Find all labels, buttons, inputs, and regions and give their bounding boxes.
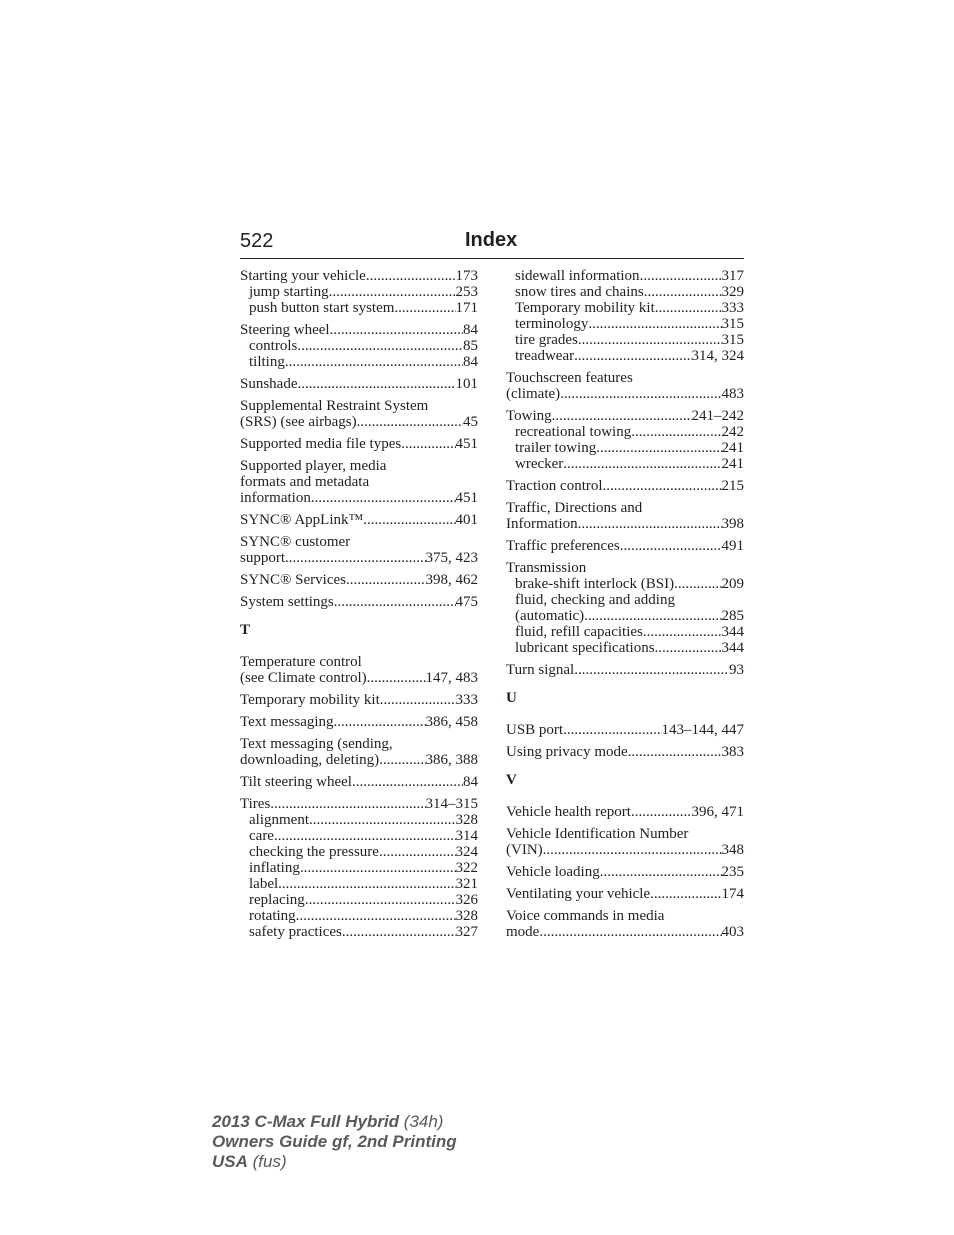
dot-leader: [620, 538, 722, 554]
entry-page-ref: 333: [721, 300, 744, 316]
index-entry-line: [240, 752, 478, 768]
index-subentry: [506, 348, 744, 364]
index-entry: [240, 268, 478, 316]
index-entry-line: [240, 670, 478, 686]
entry-page-ref: 383: [721, 744, 744, 760]
index-entry: [240, 796, 478, 940]
entry-term: Traction control: [506, 478, 603, 494]
entry-page-ref: 348: [721, 842, 744, 858]
entry-term: USB port: [506, 722, 564, 738]
dot-leader: [394, 300, 455, 316]
index-entry-line: [240, 736, 478, 752]
index-subentry: [240, 338, 478, 354]
entry-page-ref: 314–315: [425, 796, 478, 812]
entry-term: brake-shift interlock (BSI): [515, 576, 675, 592]
index-entry-line: [506, 744, 744, 760]
dot-leader: [367, 670, 426, 686]
index-entry-line: [506, 408, 744, 424]
entry-page-ref: 314, 324: [691, 348, 744, 364]
page-number: 522: [240, 230, 274, 252]
index-entry-line: [240, 512, 478, 528]
entry-term: recreational towing: [515, 424, 632, 440]
entry-term: Vehicle loading: [506, 864, 600, 880]
index-entry-line: [240, 398, 478, 414]
entry-page-ref: 344: [721, 640, 744, 656]
index-subentry: [506, 424, 744, 440]
index-entry-line: [506, 826, 744, 842]
entry-term: tire grades: [515, 332, 578, 348]
dot-leader: [379, 752, 425, 768]
index-entry: [506, 370, 744, 402]
entry-term: Temperature control: [240, 654, 362, 670]
entry-page-ref: 398, 462: [425, 572, 478, 588]
index-entry: [240, 692, 478, 708]
index-entry: [240, 654, 478, 686]
dot-leader: [285, 550, 426, 566]
entry-term: (automatic): [515, 608, 585, 624]
index-entry-line: [240, 474, 478, 490]
entry-term: care: [249, 828, 274, 844]
entry-page-ref: 285: [721, 608, 744, 624]
dot-leader: [309, 812, 456, 828]
entry-page-ref: 45: [463, 414, 478, 430]
entry-term: Touchscreen features: [506, 370, 633, 386]
dot-leader: [574, 662, 729, 678]
index-entry-line: [506, 722, 744, 738]
entry-term: (see Climate control): [240, 670, 367, 686]
index-letter-heading: T: [240, 622, 251, 638]
dot-leader: [574, 348, 691, 364]
index-entry-line: [240, 550, 478, 566]
index-subentry: [240, 860, 478, 876]
index-entry: [240, 774, 478, 790]
dot-leader: [300, 860, 456, 876]
index-entry-line: [240, 534, 478, 550]
index-entry: [240, 322, 478, 370]
entry-term: Text messaging: [240, 714, 334, 730]
footer-model-code: (34h): [399, 1112, 444, 1131]
entry-page-ref: 328: [455, 908, 478, 924]
index-entry: [506, 662, 744, 678]
index-subentry: [240, 284, 478, 300]
entry-page-ref: 241: [721, 440, 744, 456]
entry-page-ref: 324: [455, 844, 478, 860]
entry-page-ref: 85: [463, 338, 478, 354]
entry-page-ref: 451: [455, 436, 478, 452]
index-subentry: [506, 284, 744, 300]
entry-term: Transmission: [506, 560, 587, 576]
dot-leader: [296, 908, 456, 924]
index-entry: [240, 458, 478, 506]
dot-leader: [631, 804, 692, 820]
dot-leader: [334, 714, 426, 730]
index-entry: [240, 736, 478, 768]
index-subentry: [240, 300, 478, 316]
index-column-left: [240, 268, 478, 946]
index-subentry: [506, 576, 744, 592]
index-entry-line: [506, 538, 744, 554]
index-entry: [240, 398, 478, 430]
dot-leader: [640, 268, 722, 284]
entry-page-ref: 321: [455, 876, 478, 892]
index-subentry: [506, 608, 744, 624]
entry-page-ref: 315: [721, 316, 744, 332]
footer-model: 2013 C-Max Full Hybrid: [212, 1112, 400, 1131]
entry-term: Tires: [240, 796, 271, 812]
entry-term: (SRS) (see airbags): [240, 414, 357, 430]
entry-term: tilting: [249, 354, 285, 370]
index-entry-line: [506, 886, 744, 902]
entry-term: Information: [506, 516, 578, 532]
dot-leader: [578, 332, 722, 348]
entry-term: rotating: [249, 908, 296, 924]
entry-page-ref: 235: [721, 864, 744, 880]
index-subentry: [506, 332, 744, 348]
index-subentry: [506, 640, 744, 656]
dot-leader: [342, 924, 456, 940]
dot-leader: [539, 924, 721, 940]
index-subentry: [240, 354, 478, 370]
index-entry: [506, 826, 744, 858]
entry-term: formats and metadata: [240, 474, 370, 490]
index-subentry: [240, 828, 478, 844]
entry-term: Voice commands in media: [506, 908, 665, 924]
index-letter-heading: V: [506, 772, 517, 788]
entry-term: Towing: [506, 408, 552, 424]
entry-page-ref: 451: [455, 490, 478, 506]
dot-leader: [596, 440, 721, 456]
dot-leader: [357, 414, 463, 430]
index-entry-line: [506, 560, 744, 576]
page-title: Index: [465, 229, 518, 251]
entry-page-ref: 314: [455, 828, 478, 844]
entry-term: Steering wheel: [240, 322, 330, 338]
entry-term: Vehicle health report: [506, 804, 631, 820]
entry-term: information: [240, 490, 311, 506]
entry-term: Temporary mobility kit: [240, 692, 380, 708]
index-entry-line: [506, 478, 744, 494]
index-entry-line: [240, 414, 478, 430]
entry-term: Vehicle Identification Number: [506, 826, 689, 842]
index-entry-line: [240, 436, 478, 452]
entry-term: SYNC® AppLink™: [240, 512, 364, 528]
entry-term: snow tires and chains: [515, 284, 644, 300]
dot-leader: [380, 692, 456, 708]
entry-term: SYNC® Services: [240, 572, 346, 588]
dot-leader: [578, 516, 722, 532]
entry-page-ref: 322: [455, 860, 478, 876]
index-subentry: [506, 440, 744, 456]
index-entry: [506, 478, 744, 494]
entry-page-ref: 209: [721, 576, 744, 592]
entry-term: replacing: [249, 892, 305, 908]
entry-page-ref: 396, 471: [691, 804, 744, 820]
entry-term: downloading, deleting): [240, 752, 380, 768]
index-entry: [506, 804, 744, 820]
dot-leader: [560, 386, 721, 402]
entry-term: Temporary mobility kit: [515, 300, 655, 316]
index-subentry: [240, 812, 478, 828]
dot-leader: [278, 876, 455, 892]
dot-leader: [329, 284, 456, 300]
footer-line-1: [212, 1112, 457, 1132]
entry-page-ref: 386, 388: [425, 752, 478, 768]
index-subentry: [240, 844, 478, 860]
dot-leader: [552, 408, 692, 424]
entry-page-ref: 253: [455, 284, 478, 300]
index-entry: [506, 538, 744, 554]
entry-term: lubricant specifications: [515, 640, 655, 656]
entry-page-ref: 491: [721, 538, 744, 554]
dot-leader: [366, 268, 456, 284]
footer-region: USA: [212, 1152, 248, 1171]
dot-leader: [655, 640, 722, 656]
index-entry: [240, 512, 478, 528]
entry-term: Ventilating your vehicle: [506, 886, 651, 902]
index-subentry: [506, 624, 744, 640]
index-entry: [506, 500, 744, 532]
dot-leader: [379, 844, 456, 860]
dot-leader: [584, 608, 721, 624]
index-entry: [240, 572, 478, 588]
index-entry-line: [240, 774, 478, 790]
entry-term: treadwear: [515, 348, 575, 364]
dot-leader: [563, 722, 661, 738]
entry-term: Starting your vehicle: [240, 268, 366, 284]
index-subentry: [240, 876, 478, 892]
entry-term: fluid, checking and adding: [515, 592, 675, 608]
entry-term: (VIN): [506, 842, 543, 858]
entry-term: trailer towing: [515, 440, 597, 456]
dot-leader: [285, 354, 463, 370]
index-subentry: [506, 592, 744, 608]
index-entry: [506, 744, 744, 760]
entry-page-ref: 241: [721, 456, 744, 472]
entry-term: System settings: [240, 594, 334, 610]
index-subentry: [506, 300, 744, 316]
entry-page-ref: 173: [455, 268, 478, 284]
dot-leader: [352, 774, 463, 790]
index-subentry: [506, 456, 744, 472]
index-subentry: [506, 316, 744, 332]
index-entry-line: [506, 864, 744, 880]
entry-term: Turn signal: [506, 662, 575, 678]
entry-term: terminology: [515, 316, 589, 332]
entry-page-ref: 327: [455, 924, 478, 940]
entry-term: mode: [506, 924, 540, 940]
footer-region-code: (fus): [247, 1152, 287, 1171]
entry-term: SYNC® customer: [240, 534, 351, 550]
index-entry-line: [506, 500, 744, 516]
index-entry-line: [506, 842, 744, 858]
entry-page-ref: 93: [729, 662, 744, 678]
entry-term: fluid, refill capacities: [515, 624, 643, 640]
index-entry-line: [506, 370, 744, 386]
index-entry: [506, 886, 744, 902]
index-entry: [240, 594, 478, 610]
index-entry: [506, 268, 744, 364]
dot-leader: [655, 300, 722, 316]
entry-page-ref: 101: [455, 376, 478, 392]
entry-term: Traffic preferences: [506, 538, 620, 554]
entry-term: Text messaging (sending,: [240, 736, 393, 752]
index-entry: [240, 714, 478, 730]
index-subentry: [506, 268, 744, 284]
entry-term: Traffic, Directions and: [506, 500, 643, 516]
dot-leader: [603, 478, 722, 494]
entry-term: Using privacy mode: [506, 744, 628, 760]
entry-term: Tilt steering wheel: [240, 774, 352, 790]
entry-term: label: [249, 876, 279, 892]
index-entry-line: [506, 908, 744, 924]
index-letter-heading: U: [506, 690, 517, 706]
index-entry-line: [240, 572, 478, 588]
entry-page-ref: 375, 423: [425, 550, 478, 566]
entry-page-ref: 84: [463, 322, 478, 338]
dot-leader: [588, 316, 721, 332]
entry-page-ref: 147, 483: [425, 670, 478, 686]
entry-term: alignment: [249, 812, 309, 828]
entry-page-ref: 398: [721, 516, 744, 532]
footer-line-2: Owners Guide gf, 2nd Printing: [212, 1132, 457, 1151]
entry-term: push button start system: [249, 300, 395, 316]
entry-term: safety practices: [249, 924, 342, 940]
entry-page-ref: 241–242: [691, 408, 744, 424]
dot-leader: [650, 886, 721, 902]
entry-page-ref: 326: [455, 892, 478, 908]
entry-page-ref: 242: [721, 424, 744, 440]
entry-page-ref: 174: [721, 886, 744, 902]
entry-page-ref: 403: [721, 924, 744, 940]
index-entry: [506, 864, 744, 880]
entry-term: jump starting: [249, 284, 329, 300]
index-entry-line: [240, 796, 478, 812]
index-entry-line: [240, 376, 478, 392]
index-subentry: [240, 892, 478, 908]
entry-term: Supplemental Restraint System: [240, 398, 429, 414]
entry-page-ref: 344: [721, 624, 744, 640]
dot-leader: [298, 376, 456, 392]
entry-page-ref: 328: [455, 812, 478, 828]
entry-page-ref: 386, 458: [425, 714, 478, 730]
index-entry-line: [240, 594, 478, 610]
entry-page-ref: 333: [455, 692, 478, 708]
dot-leader: [628, 744, 722, 760]
index-entry-line: [506, 386, 744, 402]
dot-leader: [270, 796, 425, 812]
dot-leader: [674, 576, 721, 592]
index-entry-line: [240, 490, 478, 506]
dot-leader: [363, 512, 455, 528]
entry-term: Sunshade: [240, 376, 298, 392]
entry-term: Supported player, media: [240, 458, 387, 474]
index-entry: [240, 376, 478, 392]
entry-page-ref: 84: [463, 354, 478, 370]
dot-leader: [643, 624, 722, 640]
entry-term: controls: [249, 338, 298, 354]
entry-page-ref: 401: [455, 512, 478, 528]
entry-term: Supported media file types: [240, 436, 402, 452]
dot-leader: [401, 436, 455, 452]
entry-page-ref: 84: [463, 774, 478, 790]
dot-leader: [330, 322, 463, 338]
index-entry-line: [240, 714, 478, 730]
index-entry: [506, 408, 744, 472]
footer-line-3: [212, 1152, 457, 1172]
index-entry-line: [240, 268, 478, 284]
dot-leader: [297, 338, 463, 354]
entry-term: wrecker: [515, 456, 564, 472]
index-entry-line: [240, 692, 478, 708]
dot-leader: [644, 284, 722, 300]
entry-term: (climate): [506, 386, 561, 402]
entry-page-ref: 171: [455, 300, 478, 316]
index-subentry: [240, 924, 478, 940]
entry-page-ref: 315: [721, 332, 744, 348]
index-entry-line: [506, 516, 744, 532]
index-entry-line: [240, 322, 478, 338]
footer: [212, 1112, 457, 1172]
dot-leader: [346, 572, 426, 588]
index-entry: [506, 908, 744, 940]
entry-page-ref: 329: [721, 284, 744, 300]
index-entry-line: [506, 804, 744, 820]
dot-leader: [543, 842, 722, 858]
index-entry: [506, 560, 744, 656]
dot-leader: [631, 424, 721, 440]
entry-page-ref: 317: [721, 268, 744, 284]
index-subentry: [240, 908, 478, 924]
entry-page-ref: 483: [721, 386, 744, 402]
index-entry: [506, 722, 744, 738]
index-column-right: [506, 268, 744, 946]
entry-page-ref: 143–144, 447: [661, 722, 744, 738]
dot-leader: [563, 456, 721, 472]
entry-term: support: [240, 550, 285, 566]
entry-term: checking the pressure: [249, 844, 379, 860]
index-entry: [240, 534, 478, 566]
index-entry-line: [506, 924, 744, 940]
page-header: [240, 226, 744, 259]
dot-leader: [274, 828, 456, 844]
entry-term: sidewall information: [515, 268, 640, 284]
entry-page-ref: 215: [721, 478, 744, 494]
dot-leader: [600, 864, 722, 880]
entry-term: inflating: [249, 860, 300, 876]
dot-leader: [334, 594, 456, 610]
index-entry: [240, 436, 478, 452]
dot-leader: [305, 892, 456, 908]
index-entry-line: [240, 458, 478, 474]
index-entry-line: [240, 654, 478, 670]
dot-leader: [311, 490, 456, 506]
entry-page-ref: 475: [455, 594, 478, 610]
index-entry-line: [506, 662, 744, 678]
